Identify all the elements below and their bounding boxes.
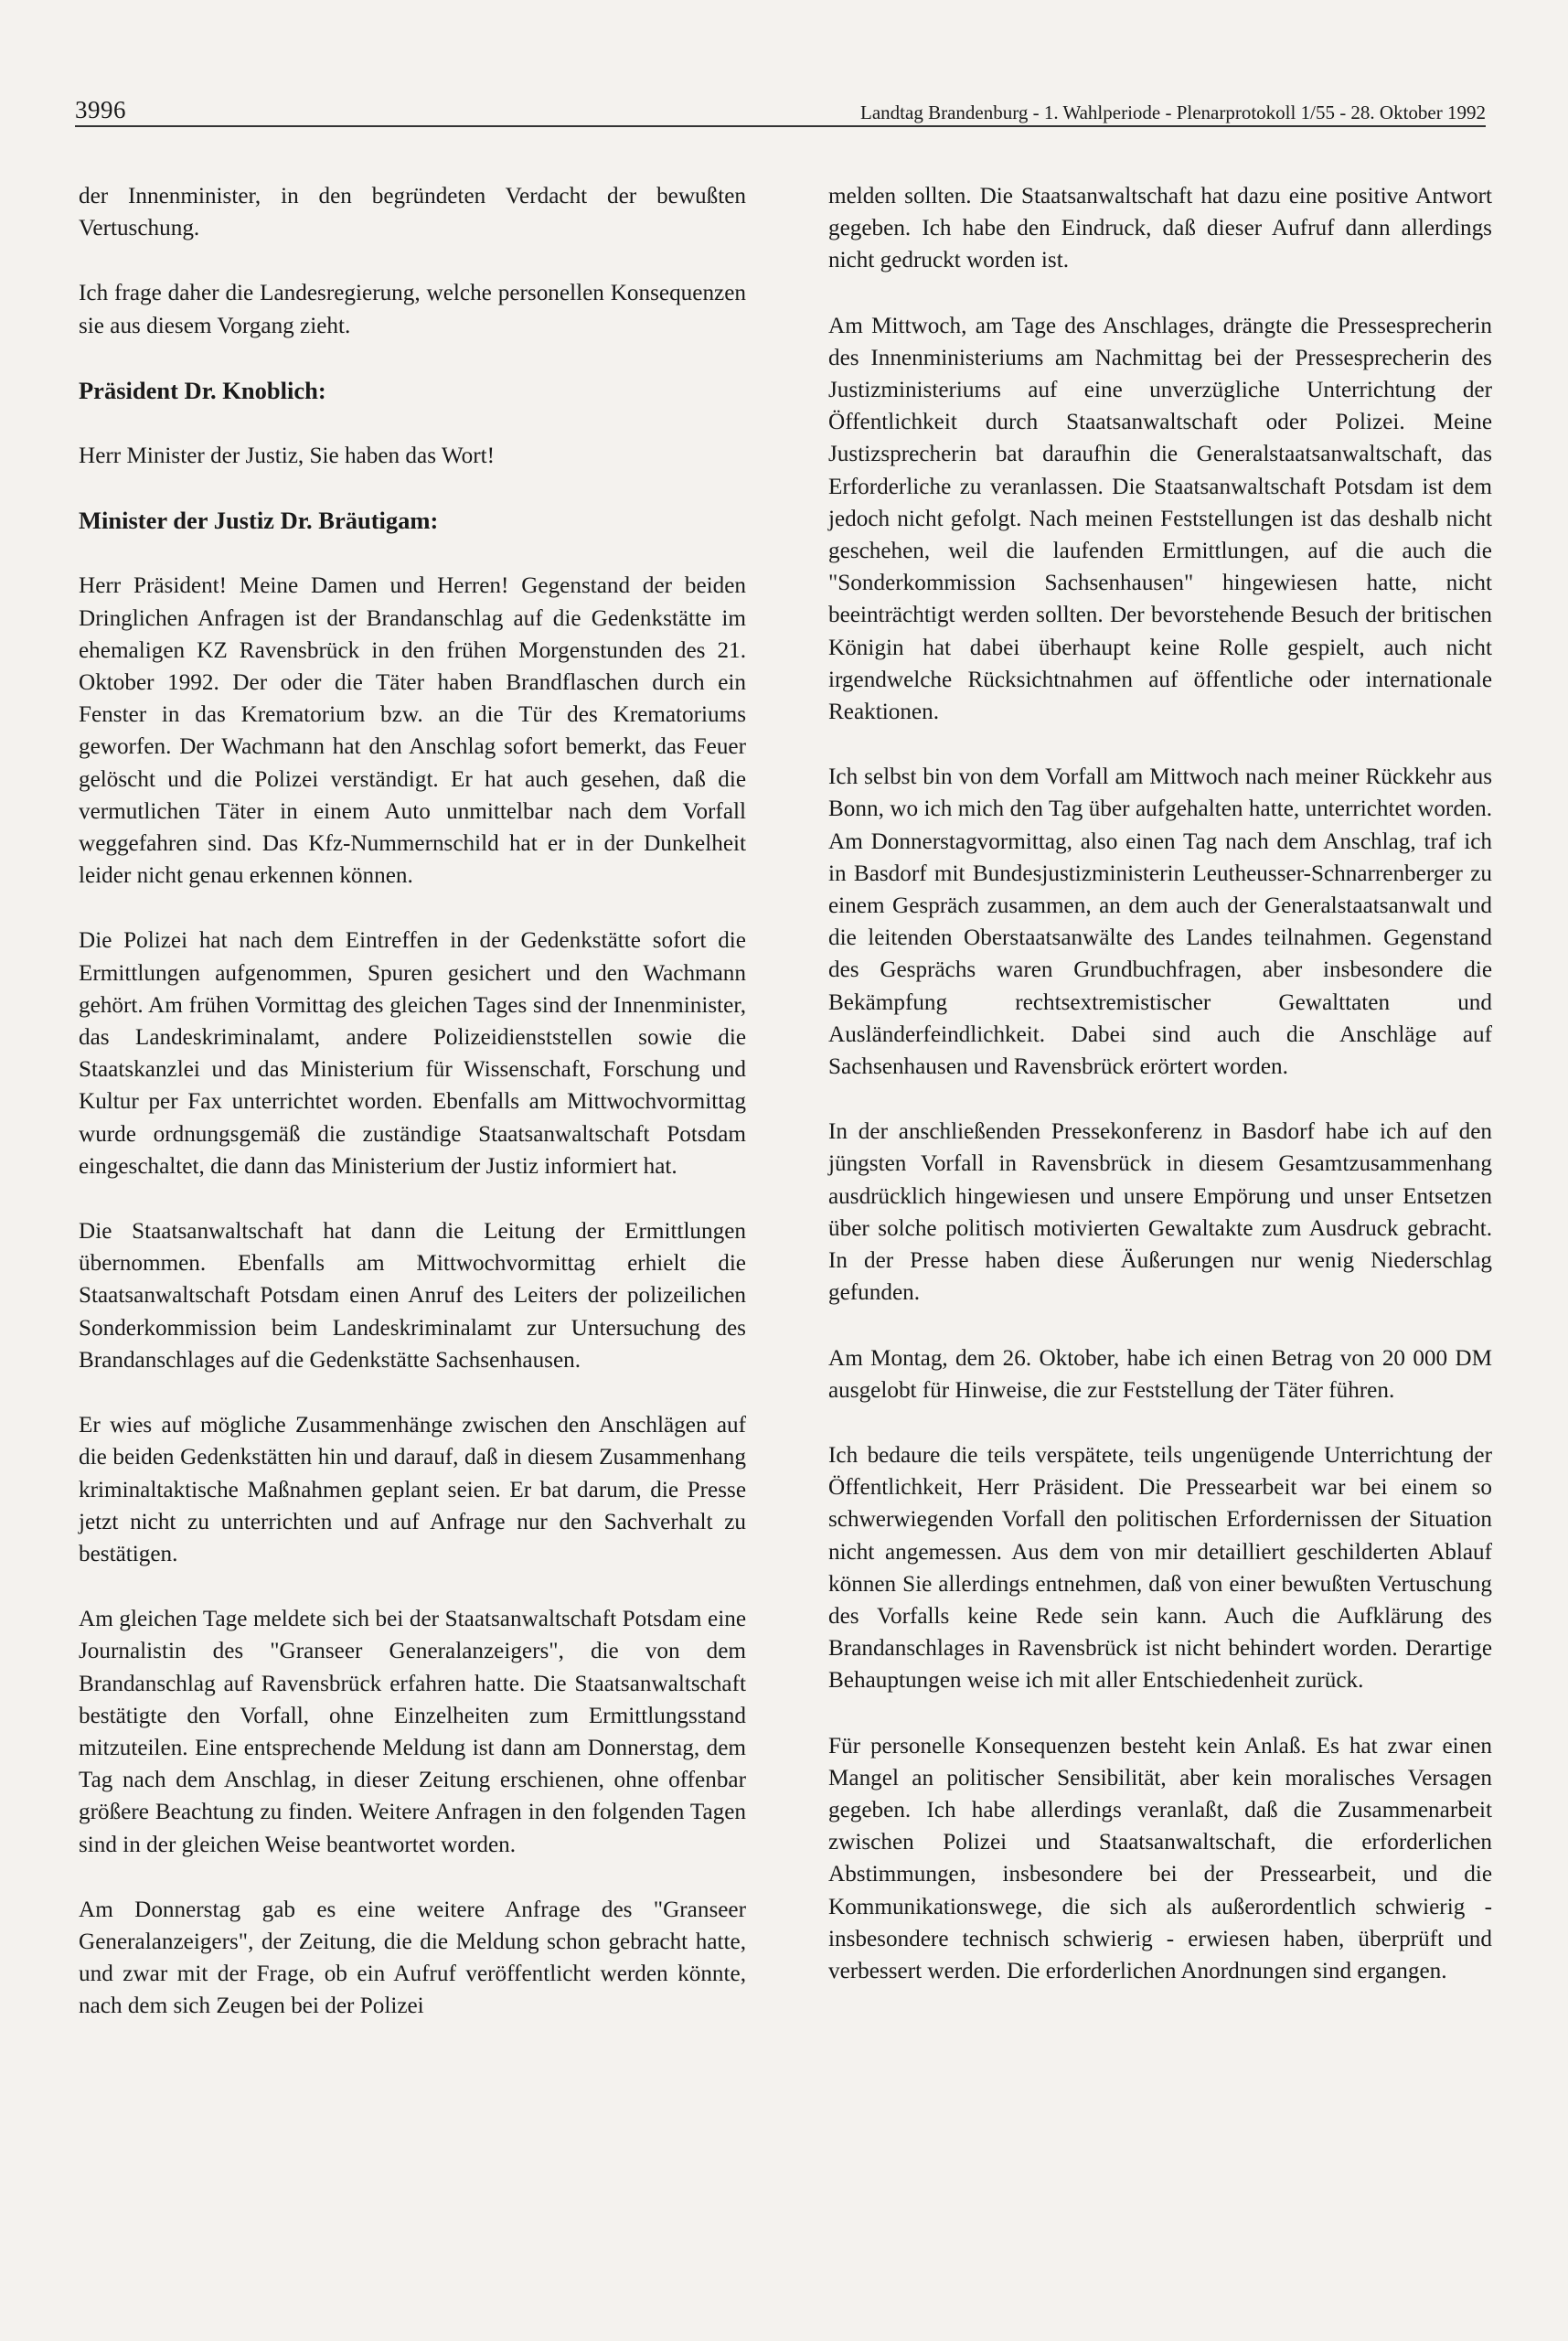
page-header <box>75 88 1486 124</box>
paragraph: Am gleichen Tage meldete sich bei der Staatsanwaltschaft Potsdam eine Journalistin des "Granseer Generalanzeigers", die von dem Brandanschlag auf Ravensbrück erfahren hatte. Die Staatsanwaltschaft bestätigte den Vorfall, ohne Einzelheiten zum Ermittlungsstand mitzuteilen. Eine entsprechende Meldung ist dann am Donnerstag, dem Tag nach dem Anschlag, in dieser Zeitung erschienen, ohne offenbar größere Beachtung zu finden. Weitere Anfragen in den folgenden Tagen sind in der gleichen Weise beantwortet worden. <box>79 1607 746 1857</box>
page-number: 3996 <box>75 96 126 123</box>
paragraph: melden sollten. Die Staatsanwaltschaft hat dazu eine positive Antwort gegeben. Ich habe den Eindruck, daß dieser Aufruf dann allerdings nicht gedruckt worden ist. <box>828 184 1492 273</box>
header-rule <box>75 125 1486 127</box>
paragraph: Ich bedaure die teils verspätete, teils ungenügende Unterrichtung der Öffentlichkeit, Herr Präsident. Die Pressearbeit war bei einem so schwerwiegenden Vorfall den politischen Erfordernissen der Situation nicht angemessen. Aus dem von mir detailliert geschilderten Ablauf können Sie allerdings entnehmen, daß von einer bewußten Vertuschung des Vorfalls keine Rede sein kann. Auch die Aufklärung des Brandanschlages in Ravensbrück ist nicht behindert worden. Derartige Behauptungen weise ich mit aller Entschiedenheit zurück. <box>828 1442 1492 1694</box>
paragraph: Ich frage daher die Landesregierung, welche personellen Konsequenzen sie aus diesem Vorgang zieht. <box>79 281 746 338</box>
paragraph: Ich selbst bin von dem Vorfall am Mittwoch nach meiner Rückkehr aus Bonn, wo ich mich den Tag über aufgehalten hatte, unterrichtet worden. Am Donnerstagvormittag, also einen Tag nach dem Anschlag, traf ich in Basdorf mit Bundesjustizministerin Leutheusser-Schnarrenberger zu einem Gespräch zusammen, an dem auch der Generalstaatsanwalt und die leitenden Oberstaatsanwälte des Landes teilnahmen. Gegenstand des Gesprächs waren Grundbuchfragen, aber insbesondere die Bekämpfung rechtsextremistischer Gewalttaten und Ausländerfeindlichkeit. Dabei sind auch die Anschläge auf Sachsenhausen und Ravensbrück erörtert worden. <box>828 764 1492 1080</box>
left-column <box>79 180 746 2056</box>
paragraph: Am Mittwoch, am Tage des Anschlages, drängte die Pressesprecherin des Innenministeriums am Nachmittag bei der Pressesprecherin des Justizministeriums auf eine unverzügliche Unterrichtung der Öffentlichkeit durch Staatsanwaltschaft oder Polizei. Meine Justizsprecherin bat daraufhin die Generalstaatsanwaltschaft, das Erforderliche zu veranlassen. Die Staatsanwaltschaft Potsdam ist dem jedoch nicht gefolgt. Nach meinen Feststellungen ist das deshalb nicht geschehen, weil die laufenden Ermittlungen, auf die auch die "Sonderkommission Sachsenhausen" hingewiesen hatte, nicht beeinträchtigt werden sollten. Der bevorstehende Besuch der britischen Königin hat dabei überhaupt keine Rolle gespielt, auch nicht irgendwelche Rücksichtnahmen auf öffentliche oder internationale Reaktionen. <box>828 313 1492 725</box>
paragraph: Herr Präsident! Meine Damen und Herren! Gegenstand der beiden Dringlichen Anfragen ist der Brandanschlag auf die Gedenkstätte im ehemaligen KZ Ravensbrück in den frühen Morgenstunden des 21. Oktober 1992. Der oder die Täter haben Brandflaschen durch ein Fenster in das Krematorium bzw. an die Tür des Krematoriums geworfen. Der Wachmann hat den Anschlag sofort bemerkt, das Feuer gelöscht und die Polizei verständigt. Er hat auch gesehen, daß die vermutlichen Täter in einem Auto unmittelbar nach dem Vorfall weggefahren sind. Das Kfz-Nummernschild hat er in der Dunkelheit leider nicht genau erkennen können. <box>79 573 746 889</box>
paragraph: Am Donnerstag gab es eine weitere Anfrage des "Granseer Generalanzeigers", der Zeitung, die die Meldung schon gebracht hatte, und zwar mit der Frage, ob ein Aufruf veröffentlicht werden könnte, nach dem sich Zeugen bei der Polizei <box>79 1897 746 2019</box>
paragraph: Am Montag, dem 26. Oktober, habe ich einen Betrag von 20 000 DM ausgelobt für Hinweise, die zur Feststellung der Täter führen. <box>828 1345 1492 1403</box>
right-column <box>828 180 1492 2020</box>
running-head: Landtag Brandenburg - 1. Wahlperiode - Plenarprotokoll 1/55 - 28. Oktober 1992 <box>860 102 1486 123</box>
paragraph: Die Polizei hat nach dem Eintreffen in der Gedenkstätte sofort die Ermittlungen aufgenommen, Spuren gesichert und den Wachmann gehört. Am frühen Vormittag des gleichen Tages sind der Innenminister, das Landeskriminalamt, andere Polizeidienststellen sowie die Staatskanzlei und das Ministerium für Wissenschaft, Forschung und Kultur per Fax unterrichtet worden. Ebenfalls am Mittwochvormittag wurde ordnungsgemäß die zuständige Staatsanwaltschaft Potsdam eingeschaltet, die dann das Ministerium der Justiz informiert hat. <box>79 928 746 1179</box>
paragraph: Er wies auf mögliche Zusammenhänge zwischen den Anschlägen auf die beiden Gedenkstätten hin und darauf, daß in diesem Zusammenhang kriminaltaktische Maßnahmen geplant seien. Er bat darum, die Presse jetzt nicht zu unterrichten und auf Anfrage nur den Sachverhalt zu bestätigen. <box>79 1413 746 1566</box>
paragraph: Herr Minister der Justiz, Sie haben das Wort! <box>79 444 495 469</box>
paragraph: der Innenminister, in den begründeten Verdacht der bewußten Vertuschung. <box>79 184 746 241</box>
paragraph: Die Staatsanwaltschaft hat dann die Leitung der Ermittlungen übernommen. Ebenfalls am Mittwochvormittag erhielt die Staatsanwaltschaft Potsdam einen Anruf des Leiters der polizeilichen Sonderkommission beim Landeskriminalamt zur Untersuchung des Brandanschlages auf die Gedenkstätte Sachsenhausen. <box>79 1219 746 1373</box>
paragraph: Für personelle Konsequenzen besteht kein Anlaß. Es hat zwar einen Mangel an politischer Sensibilität, aber kein moralisches Versagen gegeben. Ich habe allerdings veranlaßt, daß die Zusammenarbeit zwischen Polizei und Staatsanwaltschaft, die erforderlichen Abstimmungen, insbesondere bei der Pressearbeit, und die Kommunikationswege, die sich als außerordentlich schwierig - insbesondere technisch schwierig - erwiesen haben, überprüft und verbessert werden. Die erforderlichen Anordnungen sind ergangen. <box>828 1733 1492 1983</box>
speaker-heading: Minister der Justiz Dr. Bräutigam: <box>79 507 439 535</box>
speaker-heading: Präsident Dr. Knoblich: <box>79 376 326 404</box>
paragraph: In der anschließenden Pressekonferenz in Basdorf habe ich auf den jüngsten Vorfall in Ravensbrück in diesem Gesamtzusammenhang ausdrücklich hingewiesen und unsere Empörung und unser Entsetzen über solche politisch motivierten Gewaltakte zum Ausdruck gebracht. In der Presse haben diese Äußerungen nur wenig Niederschlag gefunden. <box>828 1119 1492 1306</box>
